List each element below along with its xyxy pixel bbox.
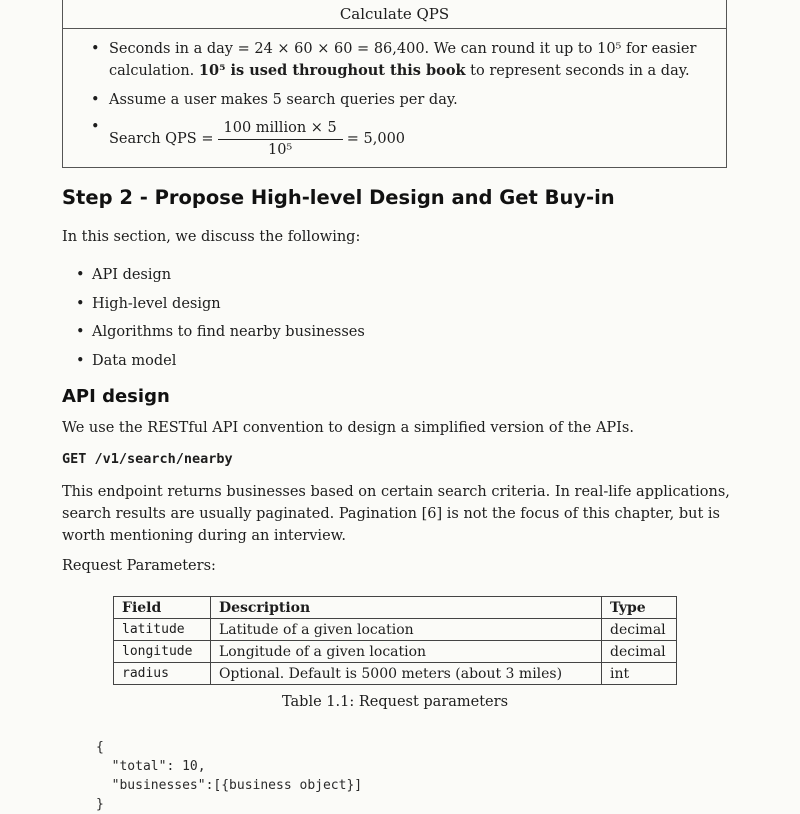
response-code-block: { "total": 10, "businesses":[{business object}] } — [96, 740, 363, 812]
header-description: Description — [210, 597, 601, 619]
description-cell: Latitude of a given location — [210, 619, 601, 641]
seconds-line: Seconds in a day = 24 × 60 × 60 = 86,400. We can round it up to 10⁵ for easier calculation. — [109, 41, 697, 79]
seconds-tail: to represent seconds in a day. — [465, 63, 690, 79]
api-intro: We use the RESTful API convention to design a simplified version of the APIs. — [62, 420, 634, 436]
request-params-label: Request Parameters: — [62, 558, 216, 574]
seconds-per-day-item — [87, 39, 714, 82]
description-cell: Optional. Default is 5000 meters (about 3 miles) — [210, 663, 601, 685]
request-params-table — [113, 596, 677, 685]
table-header-row — [114, 597, 677, 619]
list-item: • High-level design — [74, 290, 365, 319]
calc-box-title: Calculate QPS — [63, 0, 726, 29]
seconds-bold: 10⁵ is used throughout this book — [198, 62, 466, 79]
list-item: • API design — [74, 261, 365, 290]
queries-per-day-item: • Assume a user makes 5 search queries per day. — [87, 90, 714, 111]
list-item: • Algorithms to find nearby businesses — [74, 318, 365, 347]
type-cell: decimal — [601, 619, 676, 641]
qps-fraction — [218, 119, 343, 159]
qps-result: = 5,000 — [346, 130, 406, 147]
qps-prefix: • Search QPS = — [109, 130, 214, 147]
calc-list — [63, 29, 726, 161]
header-type: Type — [601, 597, 676, 619]
step-heading: Step 2 - Propose High-level Design and Get Buy-in — [62, 186, 615, 209]
list-item: • Data model — [74, 347, 365, 376]
calculate-qps-box — [62, 0, 727, 168]
qps-denominator: 10⁵ — [267, 142, 293, 158]
endpoint-description: This endpoint returns businesses based on certain search criteria. In real-life applications, search results are usually paginated. Pagination [6] is not the focus of this chapter, but is worth mentioning during an interview. — [62, 484, 730, 544]
header-field: Field — [114, 597, 211, 619]
table-row — [114, 663, 677, 685]
field-cell: radius — [114, 663, 211, 685]
search-qps-item — [87, 117, 714, 161]
field-cell: latitude — [114, 619, 211, 641]
endpoint-path: GET /v1/search/nearby — [62, 451, 233, 467]
section-intro: In this section, we discuss the following: — [62, 229, 361, 245]
qps-numerator: 100 million × 5 — [218, 119, 343, 140]
table-row — [114, 641, 677, 663]
type-cell: decimal — [601, 641, 676, 663]
field-cell: longitude — [114, 641, 211, 663]
type-cell: int — [601, 663, 676, 685]
table-row — [114, 619, 677, 641]
topics-list — [74, 261, 365, 375]
description-cell: Longitude of a given location — [210, 641, 601, 663]
api-design-heading: API design — [62, 386, 170, 407]
table-caption: Table 1.1: Request parameters — [281, 694, 509, 710]
